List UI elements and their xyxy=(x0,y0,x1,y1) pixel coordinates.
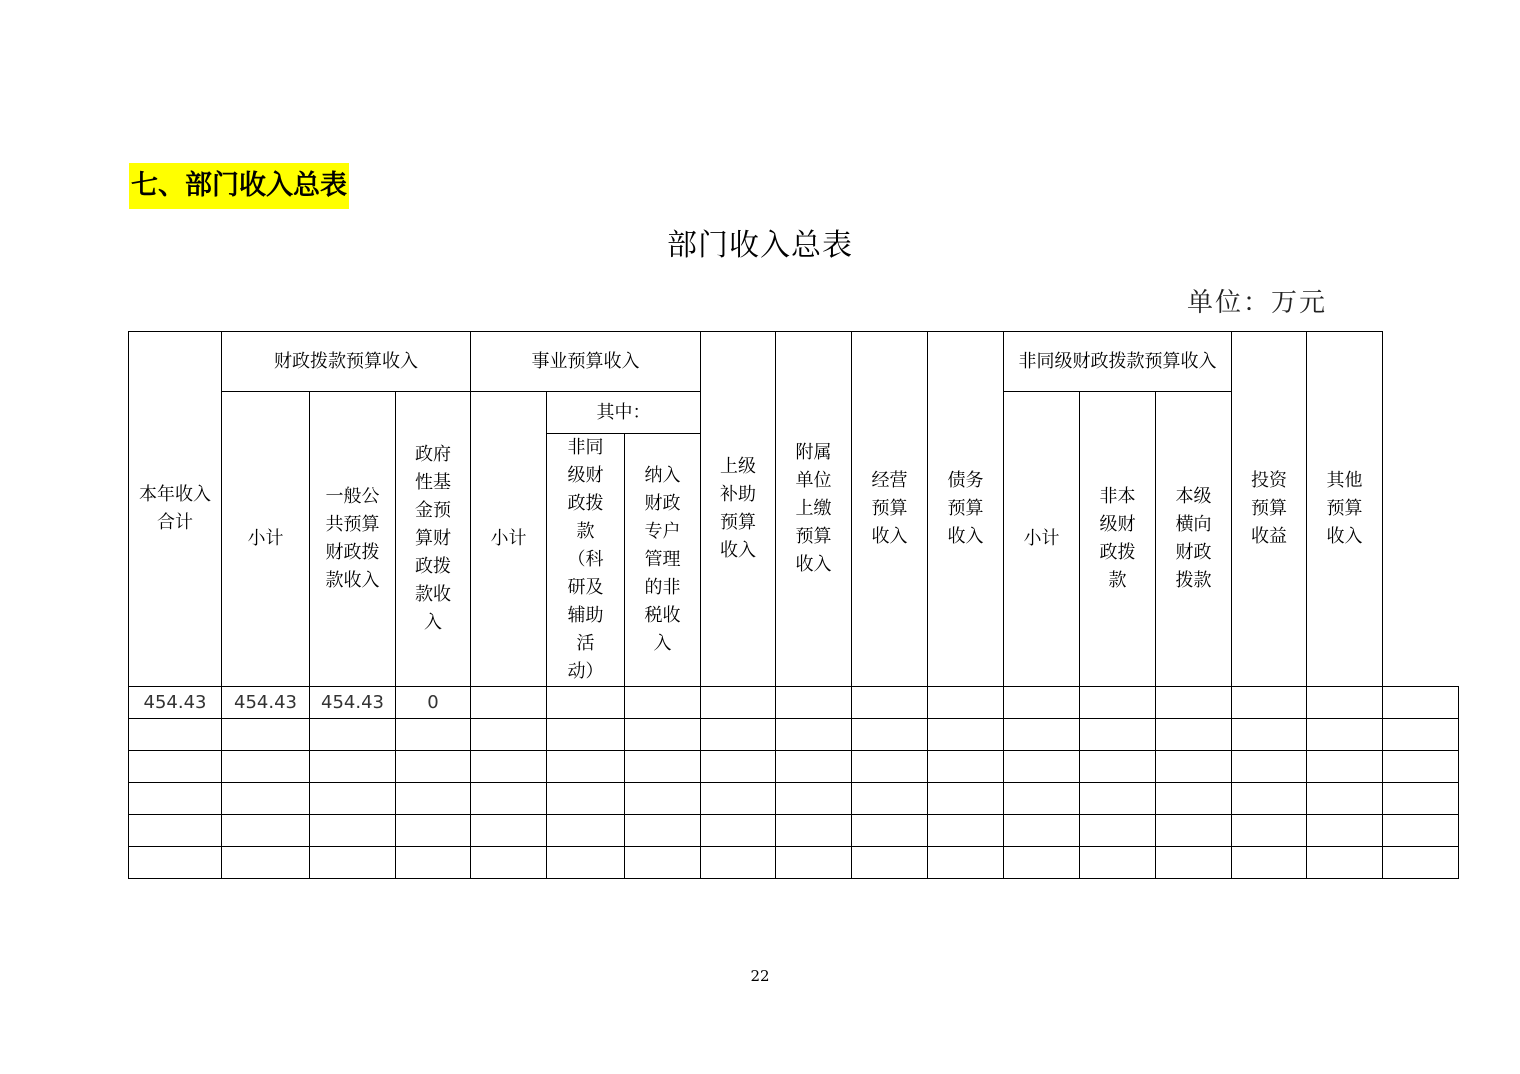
table-cell xyxy=(547,783,625,815)
table-cell xyxy=(852,719,928,751)
table-title: 部门收入总表 xyxy=(667,228,853,263)
table-cell xyxy=(1004,783,1080,815)
table-cell xyxy=(1232,719,1307,751)
table-cell xyxy=(928,815,1004,847)
table-cell xyxy=(776,687,852,719)
table-body xyxy=(129,687,1459,879)
table-cell xyxy=(1156,815,1232,847)
table-cell xyxy=(310,783,396,815)
page-number: 22 xyxy=(750,967,770,985)
table-row xyxy=(129,815,1459,847)
table-cell xyxy=(625,719,701,751)
table-cell xyxy=(625,751,701,783)
table-cell xyxy=(310,719,396,751)
header-fiscal-fund: 政府性基金预算财政拨款收入 xyxy=(396,392,471,687)
table-cell xyxy=(701,783,776,815)
table-cell xyxy=(1156,687,1232,719)
table-cell xyxy=(1383,751,1459,783)
table-cell xyxy=(547,719,625,751)
table-cell xyxy=(1004,687,1080,719)
header-nonsame-nonlocal: 非本级财政拨款 xyxy=(1080,392,1156,687)
header-business-nonsame: 非同级财政拨款（科研及辅助活动） xyxy=(547,434,625,687)
header-fiscal-subtotal: 小计 xyxy=(222,392,310,687)
table-cell xyxy=(1307,751,1383,783)
table-cell xyxy=(701,751,776,783)
table-cell xyxy=(1383,815,1459,847)
table-cell: 454.43 xyxy=(222,687,310,719)
table-cell xyxy=(396,847,471,879)
table-cell xyxy=(129,751,222,783)
table-cell xyxy=(701,687,776,719)
table-cell xyxy=(1080,751,1156,783)
table-cell xyxy=(547,815,625,847)
table-cell xyxy=(222,783,310,815)
table-cell xyxy=(310,847,396,879)
table-cell xyxy=(471,783,547,815)
table-cell xyxy=(1232,687,1307,719)
header-superior-subsidy: 上级补助预算收入 xyxy=(701,332,776,687)
header-fiscal-group: 财政拨款预算收入 xyxy=(222,332,471,392)
header-operating: 经营预算收入 xyxy=(852,332,928,687)
table-cell xyxy=(928,751,1004,783)
table-cell xyxy=(222,847,310,879)
table-cell xyxy=(396,719,471,751)
header-nonsame-subtotal: 小计 xyxy=(1004,392,1080,687)
header-nonsame-horizontal: 本级横向财政拨款 xyxy=(1156,392,1232,687)
table-cell xyxy=(852,687,928,719)
table-cell xyxy=(928,847,1004,879)
table-cell xyxy=(1383,719,1459,751)
table-cell xyxy=(1080,847,1156,879)
table-cell xyxy=(1080,719,1156,751)
table-cell xyxy=(625,783,701,815)
income-summary-table xyxy=(128,331,1459,879)
table-cell xyxy=(852,751,928,783)
table-cell: 454.43 xyxy=(129,687,222,719)
table-cell xyxy=(852,847,928,879)
table-cell xyxy=(625,687,701,719)
table-cell xyxy=(928,783,1004,815)
table-cell xyxy=(1383,687,1459,719)
table-cell xyxy=(1156,783,1232,815)
section-heading: 七、部门收入总表 xyxy=(129,163,349,209)
table-cell xyxy=(547,751,625,783)
table-cell xyxy=(852,783,928,815)
table-cell xyxy=(1307,687,1383,719)
unit-label: 单位：万元 xyxy=(1187,288,1328,318)
table-cell xyxy=(471,751,547,783)
table-row xyxy=(129,719,1459,751)
table-row xyxy=(129,687,1459,719)
table-cell xyxy=(776,847,852,879)
table-cell xyxy=(1004,847,1080,879)
table-cell xyxy=(1004,719,1080,751)
table-cell xyxy=(776,751,852,783)
table-cell xyxy=(928,687,1004,719)
header-business-group: 事业预算收入 xyxy=(471,332,701,392)
table-cell xyxy=(1080,687,1156,719)
table-cell xyxy=(776,719,852,751)
table-cell xyxy=(547,687,625,719)
table-header xyxy=(129,332,1459,687)
table-cell xyxy=(1232,783,1307,815)
table-cell xyxy=(625,815,701,847)
table-cell xyxy=(396,751,471,783)
table-cell xyxy=(1156,751,1232,783)
table-cell xyxy=(129,783,222,815)
table-cell xyxy=(471,687,547,719)
header-total: 本年收入合计 xyxy=(129,332,222,687)
table-cell xyxy=(1004,815,1080,847)
table-cell xyxy=(1004,751,1080,783)
table-row xyxy=(129,751,1459,783)
table-cell xyxy=(625,847,701,879)
table-cell xyxy=(1232,847,1307,879)
table-cell xyxy=(928,719,1004,751)
header-business-nontax: 纳入财政专户管理的非税收入 xyxy=(625,434,701,687)
table-cell xyxy=(1307,815,1383,847)
table-cell xyxy=(1383,783,1459,815)
header-debt: 债务预算收入 xyxy=(928,332,1004,687)
table-cell xyxy=(1080,815,1156,847)
table-cell xyxy=(1307,783,1383,815)
table-cell xyxy=(701,847,776,879)
header-business-of-which: 其中： xyxy=(547,392,701,434)
table-cell xyxy=(776,783,852,815)
table-cell xyxy=(1232,751,1307,783)
table-cell xyxy=(852,815,928,847)
table-cell xyxy=(1232,815,1307,847)
table-cell xyxy=(396,783,471,815)
table-cell xyxy=(1156,719,1232,751)
table-cell xyxy=(1383,847,1459,879)
table-row xyxy=(129,783,1459,815)
table-cell xyxy=(1307,847,1383,879)
table-cell: 454.43 xyxy=(310,687,396,719)
table-cell xyxy=(310,751,396,783)
table-cell xyxy=(310,815,396,847)
header-business-subtotal: 小计 xyxy=(471,392,547,687)
header-affiliated: 附属单位上缴预算收入 xyxy=(776,332,852,687)
table-row xyxy=(129,847,1459,879)
table-cell xyxy=(1156,847,1232,879)
header-nonsame-group: 非同级财政拨款预算收入 xyxy=(1004,332,1232,392)
table-cell xyxy=(129,847,222,879)
table-cell xyxy=(222,719,310,751)
table-cell xyxy=(222,751,310,783)
table-cell xyxy=(129,815,222,847)
table-cell xyxy=(776,815,852,847)
table-cell xyxy=(1080,783,1156,815)
table-cell xyxy=(222,815,310,847)
table-cell: 0 xyxy=(396,687,471,719)
table-cell xyxy=(701,719,776,751)
header-other: 其他预算收入 xyxy=(1307,332,1383,687)
table-cell xyxy=(471,847,547,879)
header-investment: 投资预算收益 xyxy=(1232,332,1307,687)
table-cell xyxy=(1307,719,1383,751)
table-cell xyxy=(471,719,547,751)
table-cell xyxy=(129,719,222,751)
table-cell xyxy=(396,815,471,847)
header-fiscal-general: 一般公共预算财政拨款收入 xyxy=(310,392,396,687)
table-cell xyxy=(471,815,547,847)
table-cell xyxy=(701,815,776,847)
table-cell xyxy=(547,847,625,879)
